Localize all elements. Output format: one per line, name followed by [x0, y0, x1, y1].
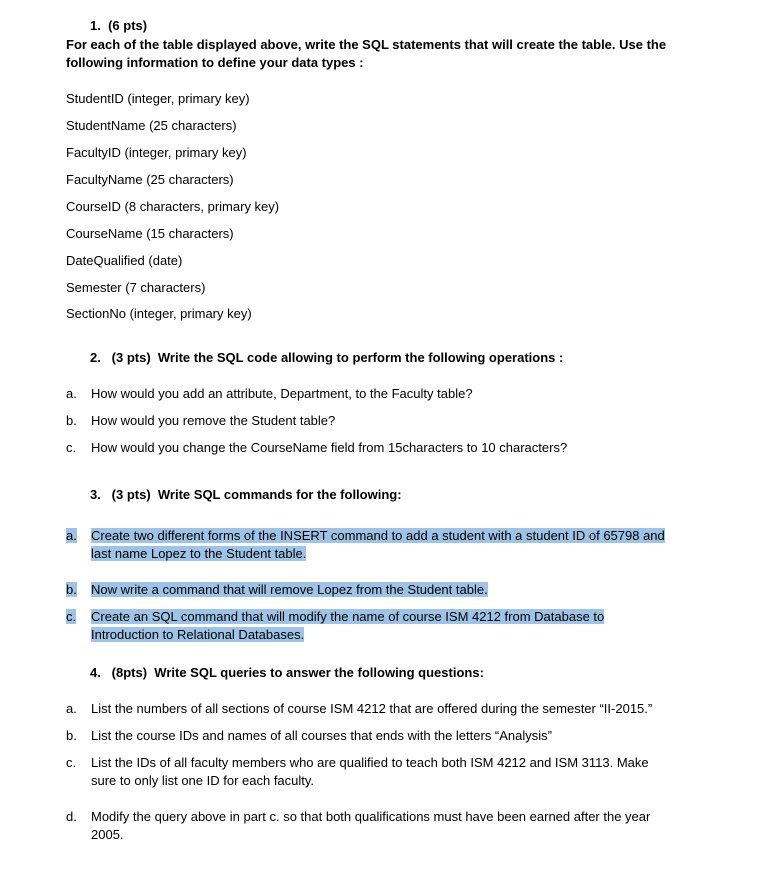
q2-item-a: How would you add an attribute, Department, to the Faculty table? — [91, 386, 473, 401]
q3-item-a-marker: a. — [66, 528, 77, 543]
q3-item-a-line2: last name Lopez to the Student table. — [91, 546, 307, 561]
q3-item-b-line1: Now write a command that will remove Lopez from the Student table. — [91, 582, 488, 597]
q3-item-c-marker: c. — [66, 609, 77, 624]
q4-item-c-line1: List the IDs of all faculty members who are qualified to teach both ISM 4212 and ISM 3113. Make — [91, 755, 649, 770]
q2-item-c-marker: c. — [66, 440, 77, 455]
q1-instruction-line1: For each of the table displayed above, write the SQL statements that will create the table. Use the — [66, 37, 667, 52]
q4-item-d-line2: 2005. — [91, 827, 124, 842]
field-course-name: CourseName (15 characters) — [66, 226, 234, 241]
q3-item-a-line1: Create two different forms of the INSERT command to add a student with a student ID of 65798 and — [91, 528, 665, 543]
q4-item-d-line1: Modify the query above in part c. so that both qualifications must have been earned after the year — [91, 809, 651, 824]
field-faculty-id: FacultyID (integer, primary key) — [66, 145, 247, 160]
q2-item-a-marker: a. — [66, 386, 77, 401]
q3-item-b-marker: b. — [66, 582, 77, 597]
q3-item-c-line1: Create an SQL command that will modify the name of course ISM 4212 from Database to — [91, 609, 605, 624]
q3-heading: 3. (3 pts) Write SQL commands for the following: — [90, 487, 402, 502]
field-student-name: StudentName (25 characters) — [66, 118, 237, 133]
q3-item-c-line2: Introduction to Relational Databases. — [91, 627, 305, 642]
q4-item-b-line1: List the course IDs and names of all courses that ends with the letters “Analysis” — [91, 728, 552, 743]
q1-instruction-line2: following information to define your data types : — [66, 55, 364, 70]
q2-heading: 2. (3 pts) Write the SQL code allowing to perform the following operations : — [90, 350, 564, 365]
q1-points: (6 pts) — [108, 18, 148, 33]
field-course-id: CourseID (8 characters, primary key) — [66, 199, 280, 214]
q4-heading: 4. (8pts) Write SQL queries to answer the following questions: — [90, 665, 484, 680]
q2-item-c: How would you change the CourseName field from 15characters to 10 characters? — [91, 440, 568, 455]
q4-item-a-marker: a. — [66, 701, 77, 716]
q1-number: 1. (6 pts) — [90, 18, 148, 33]
q4-item-b-marker: b. — [66, 728, 77, 743]
field-faculty-name: FacultyName (25 characters) — [66, 172, 234, 187]
field-student-id: StudentID (integer, primary key) — [66, 91, 250, 106]
field-date-qualified: DateQualified (date) — [66, 253, 183, 268]
field-section-no: SectionNo (integer, primary key) — [66, 306, 252, 321]
q4-item-c-marker: c. — [66, 755, 77, 770]
field-semester: Semester (7 characters) — [66, 280, 206, 295]
q4-item-c-line2: sure to only list one ID for each faculty. — [91, 773, 315, 788]
q2-item-b-marker: b. — [66, 413, 77, 428]
q2-item-b: How would you remove the Student table? — [91, 413, 336, 428]
q4-item-a-line1: List the numbers of all sections of course ISM 4212 that are offered during the semester “II-2015.” — [91, 701, 653, 716]
q4-item-d-marker: d. — [66, 809, 77, 824]
